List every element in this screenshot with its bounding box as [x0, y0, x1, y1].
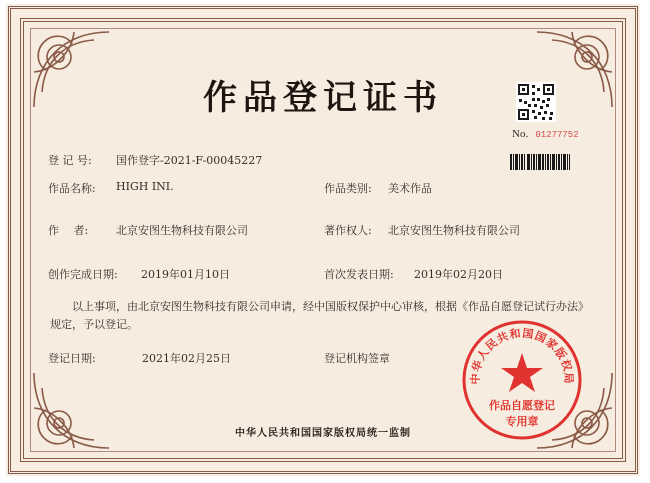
- certificate: [6, 4, 640, 476]
- barcode-icon: [510, 154, 570, 170]
- seal-center-text: 作品自愿登记: [489, 399, 555, 412]
- owner-label: 著作权人:: [324, 224, 372, 237]
- author-value: 北京安图生物科技有限公司: [116, 224, 248, 237]
- owner-value: 北京安图生物科技有限公司: [388, 224, 520, 237]
- footer-issuer: 中华人民共和国国家版权局统一监制: [235, 428, 411, 439]
- created-date-value: 2019年01月10日: [141, 268, 230, 281]
- reg-no-value: 国作登字-2021-F-00045227: [116, 154, 263, 167]
- published-date-label: 首次发表日期:: [324, 268, 394, 281]
- star-icon: [501, 353, 543, 392]
- work-type-value: 美术作品: [388, 182, 432, 195]
- seal-bottom-text: 专用章: [505, 415, 539, 428]
- created-date-label: 创作完成日期:: [48, 268, 118, 281]
- corner-ornament-icon: [14, 358, 124, 468]
- certificate-title: 作品登记证书: [203, 78, 443, 118]
- reg-no-label: 登 记 号:: [48, 154, 92, 167]
- work-name-label: 作品名称:: [48, 182, 96, 195]
- reg-date-label: 登记日期:: [48, 352, 96, 365]
- work-name-value: HIGH INI.: [116, 180, 174, 193]
- work-type-label: 作品类别:: [324, 182, 372, 195]
- published-date-value: 2019年02月20日: [414, 268, 503, 281]
- author-label: 作 者:: [48, 224, 89, 237]
- reg-date-value: 2021年02月25日: [142, 352, 231, 365]
- registration-statement: 以上事项，由北京安图生物科技有限公司申请，经中国版权保护中心审核，根据《作品自愿登记试行办法》规定，予以登记。: [50, 300, 589, 331]
- authority-sign-label: 登记机构签章: [324, 352, 390, 365]
- serial-value: 01277752: [535, 130, 579, 140]
- serial-number: [512, 128, 579, 140]
- qr-code-icon: [516, 82, 556, 122]
- seal-ring-text: 中华人民共和国国家版权局: [468, 326, 576, 385]
- serial-label: No.: [512, 128, 529, 140]
